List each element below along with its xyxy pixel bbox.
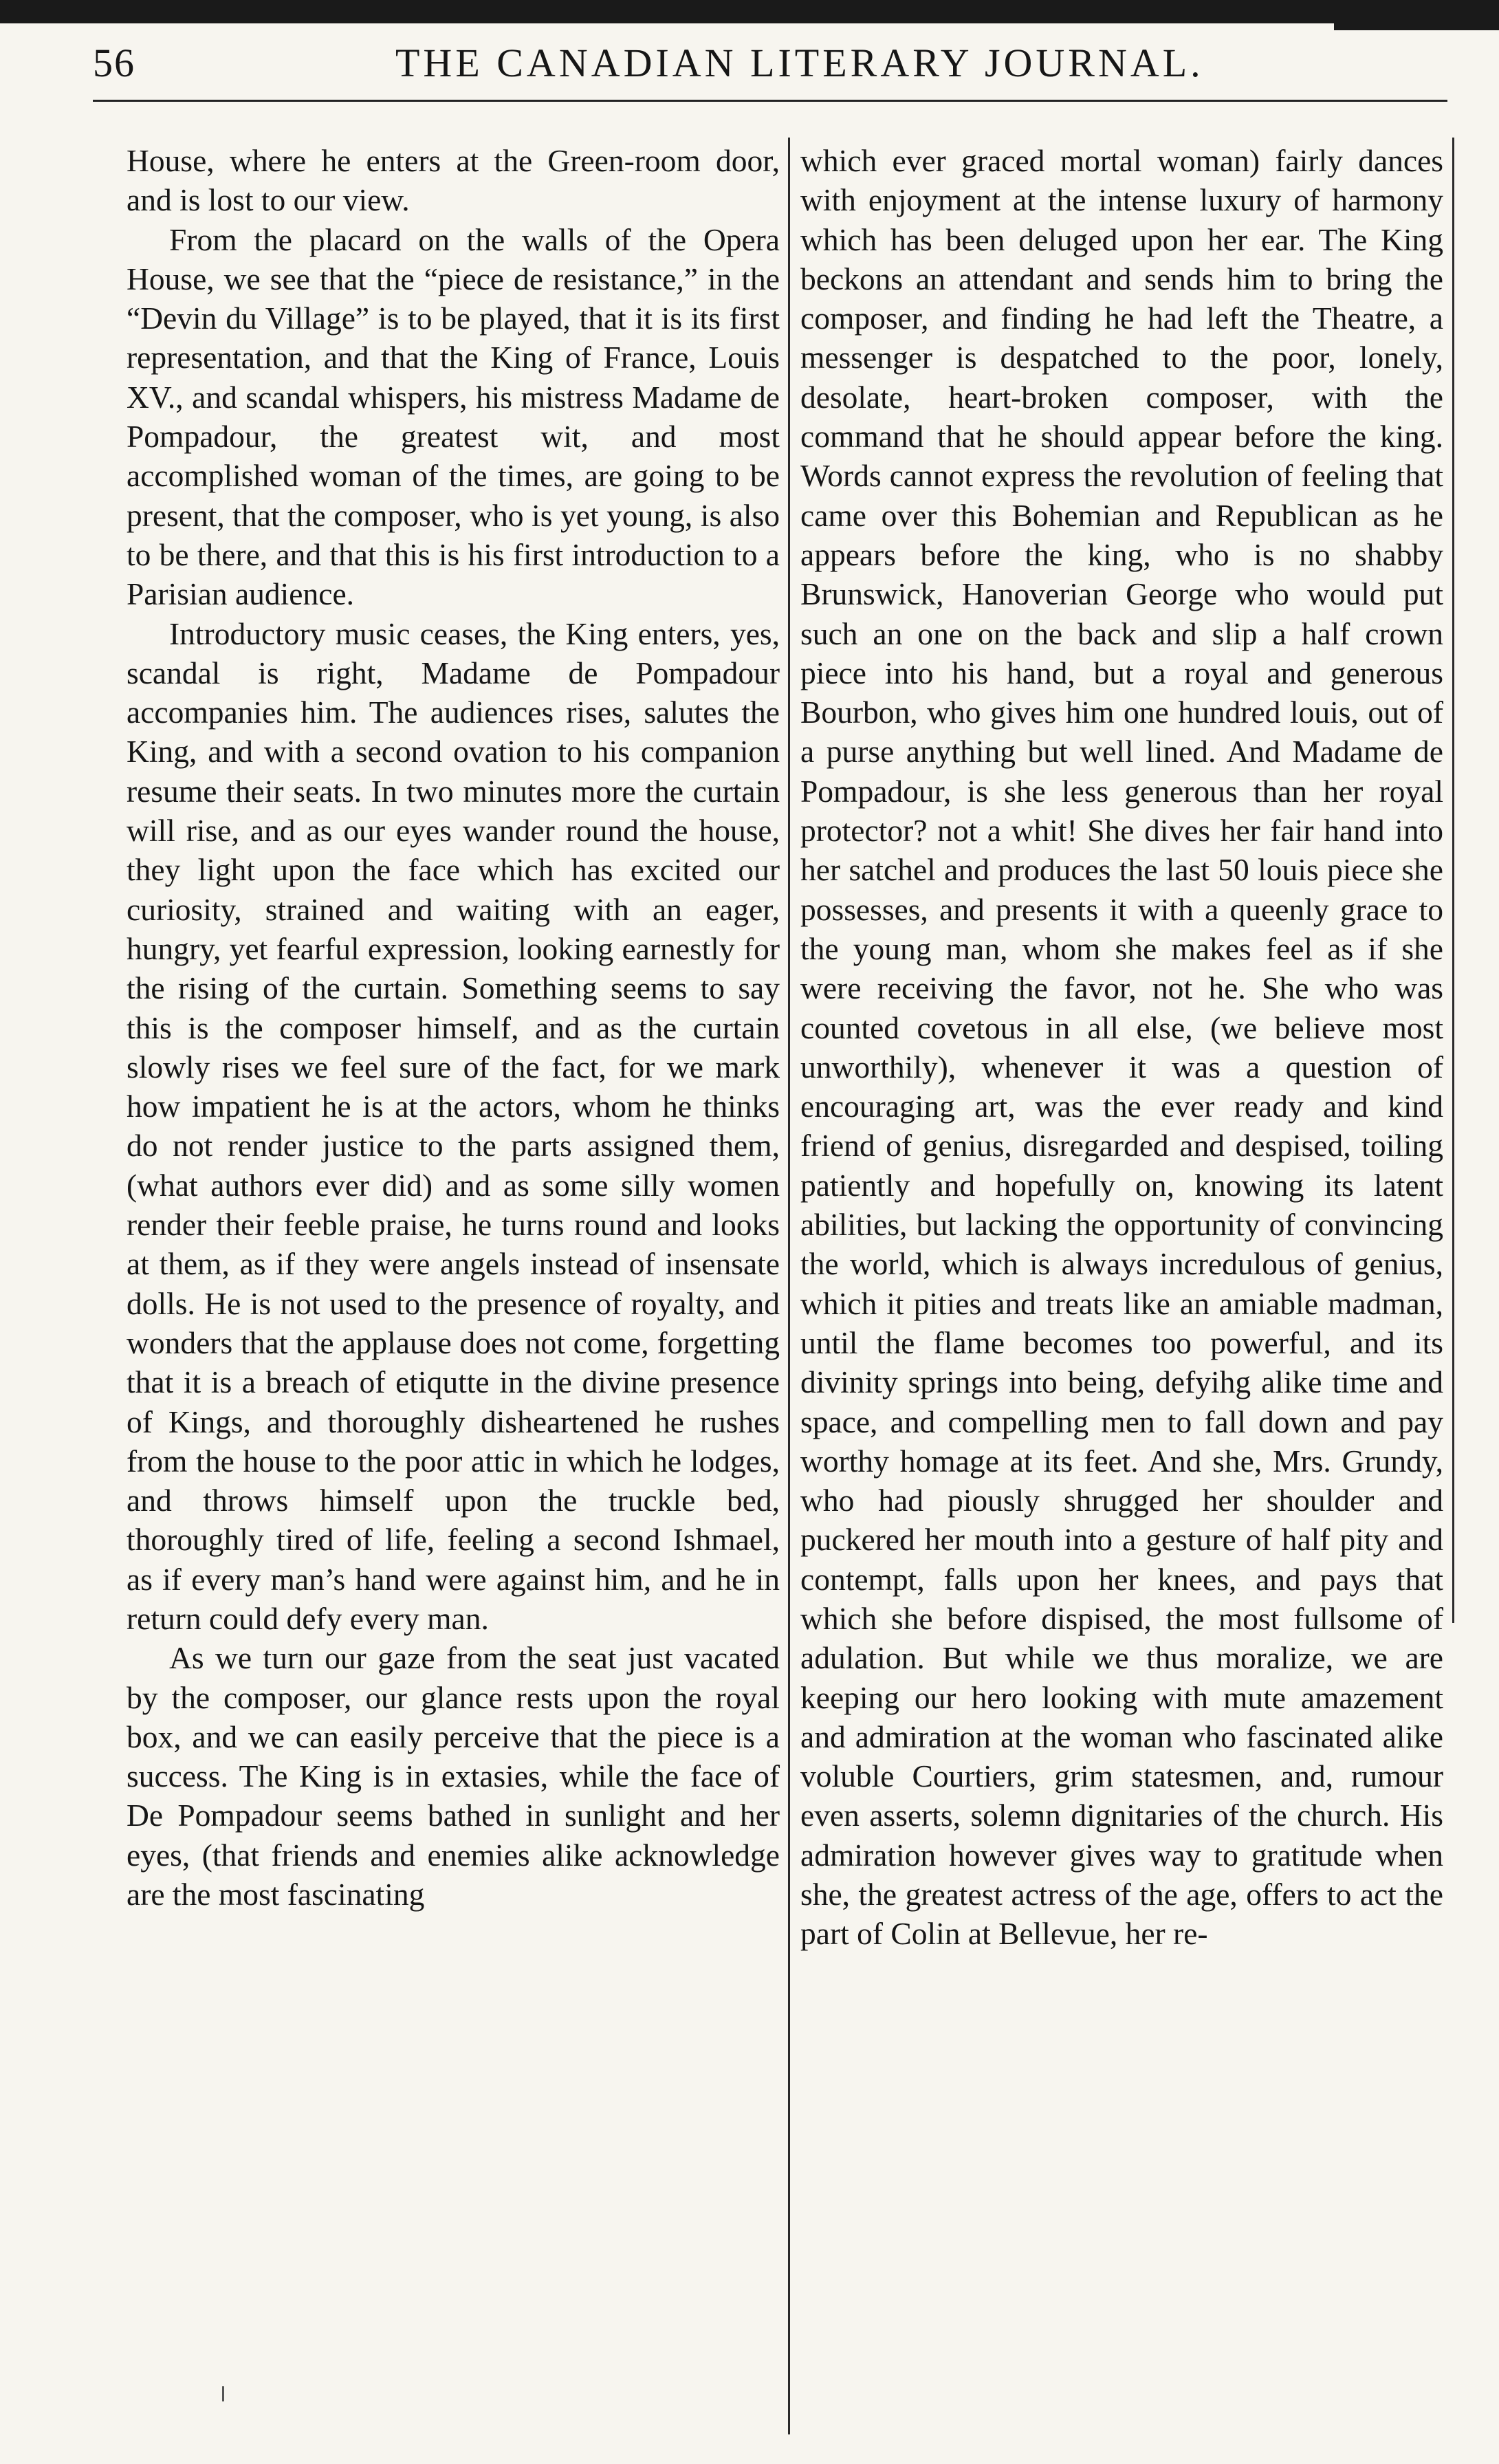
bottom-mark	[222, 2386, 224, 2401]
right-column	[800, 141, 1443, 1954]
header-rule	[93, 100, 1447, 102]
paragraph: Introductory music ceases, the King enters, yes, scandal is right, Madame de Pompadour accompanies him. The audiences rises, salutes the King, and with a second ovation to his companion resume their seats. In two minutes more the curtain will rise, and as our eyes wander round the house, they light upon the face which has excited our curiosity, strained and waiting with an eager, hungry, yet fearful expression, looking earnestly for the rising of the curtain. Something seems to say this is the composer himself, and as the curtain slowly rises we feel sure of the fact, for we mark how impatient he is at the actors, whom he thinks do not render justice to the parts assigned them, (what authors ever did) and as some silly women render their feeble praise, he turns round and looks at them, as if they were angels instead of insensate dolls. He is not used to the presence of royalty, and wonders that the applause does not come, forgetting that it is a breach of etiqutte in the divine presence of Kings, and thoroughly disheartened he rushes from the house to the poor attic in which he lodges, and throws himself upon the truckle bed, thoroughly tired of life, feeling a second Ishmael, as if every man’s hand were against him, and he in return could defy every man.	[127, 615, 780, 1636]
paragraph: As we turn our gaze from the seat just vacated by the composer, our glance rests upon the royal box, and we can easily perceive that the piece is a success. The King is in extasies, while the face of De Pompadour seems bathed in sunlight and her eyes, (that friends and enemies alike acknowledge are the most fascinating	[127, 1640, 780, 1912]
right-edge-rule	[1452, 138, 1454, 1623]
paragraph: House, where he enters at the Green-room door, and is lost to our view.	[127, 143, 780, 218]
top-rule	[0, 0, 1499, 23]
paragraph: which ever graced mortal woman) fairly dances with enjoyment at the intense luxury of harmony which has been deluged upon her ear. The King beckons an attendant and sends him to bring the composer, and finding he had left the Theatre, a messenger is despatched to the poor, lonely, desolate, heart-broken composer, with the command that he should appear before the king. Words cannot express the revolution of feeling that came over this Bohemian and Republican as he appears before the king, who is no shabby Brunswick, Hanoverian George who would put such an one on the back and slip a half crown piece into his hand, but a royal and generous Bourbon, who gives him one hundred louis, out of a purse anything but well lined. And Madame de Pompadour, is she less generous than her royal protector? not a whit! She dives her fair hand into her satchel and produces the last 50 louis piece she possesses, and presents it with a queenly grace to the young man, whom she makes feel as if she were receiving the favor, not he. She who was counted covetous in all else, (we believe most unworthily), whenever it was a question of encouraging art, was the ever ready and kind friend of genius, disregarded and despised, toiling patiently and hopefully on, knowing its latent abilities, but lacking the opportunity of convincing the world, which is always incredulous of genius, which it pities and treats like an amiable madman, until the flame becomes too powerful, and its divinity springs into being, defyihg alike time and space, and compelling men to fall down and pay worthy homage at its feet. And she, Mrs. Grundy, who had piously shrugged her shoulder and puckered her mouth into a gesture of half pity and contempt, falls upon her knees, and pays that which she before dispised, the most fullsome of adulation. But while we thus moralize, we are keeping our hero looking with mute amazement and admiration at the woman who fascinated alike voluble Courtiers, grim statesmen, and, rumour even asserts, solemn dignitaries of the church. His admiration however gives way to gratitude when she, the greatest actress of the age, offers to act the part of Colin at Bellevue, her re-	[800, 143, 1443, 1952]
column-divider	[788, 138, 790, 2434]
journal-title: THE CANADIAN LITERARY JOURNAL.	[395, 41, 1204, 85]
paragraph: From the placard on the walls of the Opera House, we see that the “piece de resistance,” in the “Devin du Village” is to be played, that it is its first representation, and that the King of France, Louis XV., and scandal whispers, his mistress Madame de Pompadour, the greatest wit, and most accomplished woman of the times, are going to be present, that the composer, who is yet young, is also to be there, and that this is his first introduction to a Parisian audience.	[127, 221, 780, 612]
running-header	[93, 40, 1427, 95]
page-number: 56	[93, 41, 135, 85]
top-rule-tip	[1334, 23, 1499, 30]
left-column	[127, 141, 780, 1914]
